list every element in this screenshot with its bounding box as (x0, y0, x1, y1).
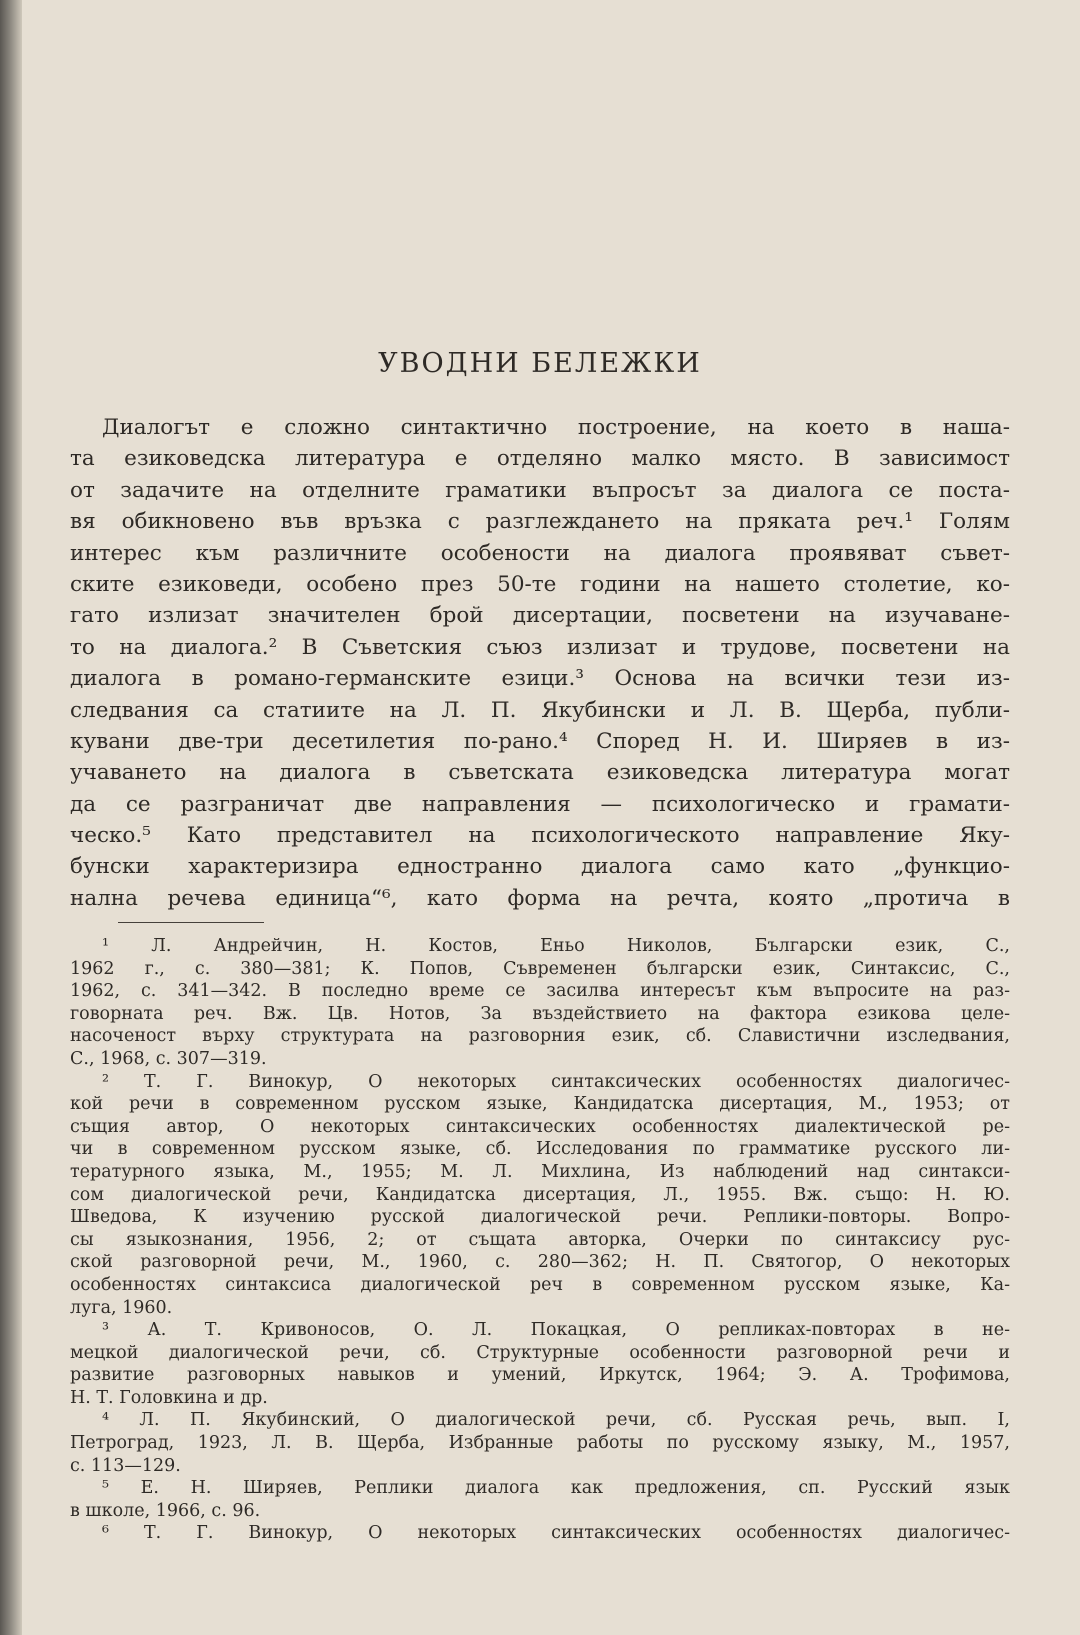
text-line: от задачите на отделните граматики въпросът за диалога се поста- (70, 477, 1010, 503)
footnote-line: ³ А. Т. Кривоносов, О. Л. Покацкая, О репликах-повторах в не- (102, 1320, 1010, 1341)
footnotes (70, 935, 1010, 1545)
text-line: диалога в романо-германските езици.³ Основа на всички тези из- (70, 666, 1010, 692)
footnote-line: насоченост върху структурата на разговорния език, сб. Славистични изследвания, (70, 1026, 1010, 1047)
text-line: да се разграничат две направления — психологическо и грамати- (70, 791, 1010, 817)
footnote-line: в школе, 1966, с. 96. (70, 1500, 261, 1521)
footnote-line: Н. Т. Головкина и др. (70, 1387, 268, 1408)
text-line: гато излизат значителен брой дисертации, посветени на изучаване- (70, 603, 1010, 629)
text-line: то на диалога.² В Съветския съюз излизат и трудове, посветени на (70, 634, 1010, 660)
text-line: ските езиковеди, особено през 50-те години на нашето столетие, ко- (70, 571, 1010, 597)
footnote-line: сы языкознания, 1956, 2; от същата авторка, Очерки по синтаксису рус- (70, 1229, 1010, 1250)
text-line: вя обикновено във връзка с разглеждането на пряката реч.¹ Голям (70, 509, 1010, 535)
footnote-line: с. 113—129. (70, 1455, 181, 1476)
footnote-line: тературного языка, М., 1955; М. Л. Михлина, Из наблюдений над синтакси- (70, 1161, 1010, 1182)
footnote-line: луга, 1960. (70, 1297, 173, 1318)
text-line: учаването на диалога в съветската езиковедска литература могат (70, 760, 1010, 786)
footnote-line: ² Т. Г. Винокур, О некоторых синтаксических особенностях диалогичес- (102, 1071, 1010, 1092)
footnote-line: кой речи в современном русском языке, Кандидатска дисертация, М., 1953; от (70, 1094, 1010, 1115)
footnote-divider (118, 922, 264, 923)
footnote-line: ⁴ Л. П. Якубинский, О диалогической речи, сб. Русская речь, вып. I, (102, 1410, 1010, 1431)
text-line: бунски характеризира едностранно диалога само като „функцио- (70, 854, 1010, 880)
text-line: следвания са статиите на Л. П. Якубински и Л. В. Щерба, публи- (70, 697, 1010, 723)
footnote-line: ⁵ Е. Н. Ширяев, Реплики диалога как предложения, сп. Русский язык (102, 1478, 1010, 1499)
footnote-line: чи в современном русском языке, сб. Исследования по грамматике русского ли- (70, 1139, 1010, 1160)
footnote-line: същия автор, О некоторых синтаксических особенностях диалектической ре- (70, 1116, 1010, 1137)
book-page (70, 0, 1010, 1635)
footnote-line: 1962 г., с. 380—381; К. Попов, Съвременен български език, Синтаксис, С., (70, 958, 1010, 979)
footnote-line: ской разговорной речи, М., 1960, с. 280—362; Н. П. Святогор, О некоторых (70, 1252, 1010, 1273)
footnote-line: особенностях синтаксиса диалогической реч в современном русском языке, Ка- (70, 1274, 1010, 1295)
footnote-line: С., 1968, с. 307—319. (70, 1048, 267, 1069)
footnote-line: Шведова, К изучению русской диалогической речи. Реплики-повторы. Вопро- (70, 1207, 1010, 1228)
text-line: Диалогът е сложно синтактично построение, на което в наша- (102, 415, 1010, 440)
main-text (70, 412, 1010, 914)
footnote-line: развитие разговорных навыков и умений, Иркутск, 1964; Э. А. Трофимова, (70, 1365, 1010, 1386)
text-line: кувани две-три десетилетия по-рано.⁴ Според Н. И. Ширяев в из- (70, 728, 1010, 754)
footnote-line: мецкой диалогической речи, сб. Структурные особенности разговорной речи и (70, 1342, 1010, 1363)
footnote-line: ¹ Л. Андрейчин, Н. Костов, Еньо Николов, Български език, С., (102, 936, 1010, 956)
text-line: ческо.⁵ Като представител на психологическото направление Яку- (70, 823, 1010, 849)
footnote-line: 1962, с. 341—342. В последно време се засилва интересът към въпросите на раз- (70, 981, 1010, 1002)
footnote-line: ⁶ Т. Г. Винокур, О некоторых синтаксических особенностях диалогичес- (102, 1523, 1010, 1544)
text-line: та езиковедска литература е отделяно малко място. В зависимост (70, 446, 1010, 472)
text-line: нална речева единица“⁶, като форма на речта, която „протича в (70, 885, 1010, 911)
footnote-line: говорната реч. Вж. Цв. Нотов, За въздействието на фактора езикова целе- (70, 1003, 1010, 1024)
text-line: интерес към различните особености на диалога проявяват съвет- (70, 540, 1010, 566)
book-spine-shadow (0, 0, 22, 1635)
page-title: УВОДНИ БЕЛЕЖКИ (378, 348, 702, 379)
footnote-line: сом диалогической речи, Кандидатска дисертация, Л., 1955. Вж. също: Н. Ю. (70, 1184, 1010, 1205)
footnote-line: Петроград, 1923, Л. В. Щерба, Избранные работы по русскому языку, М., 1957, (70, 1433, 1010, 1454)
